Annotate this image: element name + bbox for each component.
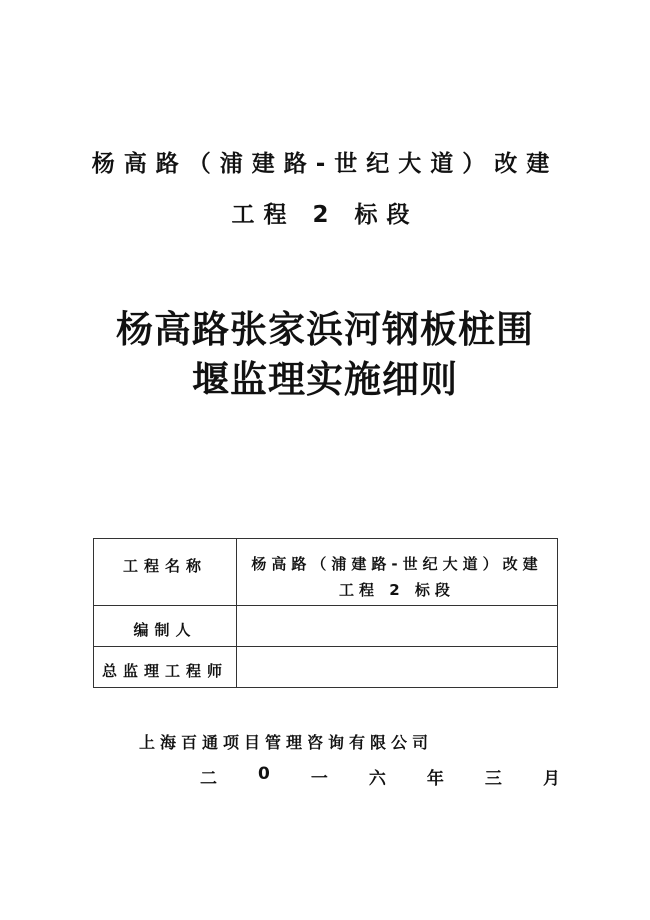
project-name-line-1: 杨高路（浦建路-世纪大道）改建: [91, 151, 559, 177]
date-char: 月: [542, 769, 560, 789]
project-name-value-line-1: 杨高路（浦建路-世纪大道）改建: [251, 555, 543, 573]
info-table: [93, 538, 558, 688]
chief-supervisor-label: 总监理工程师: [94, 647, 237, 688]
document-title-line-1: 杨高路张家浜河钢板桩围: [116, 308, 534, 351]
editor-value: [237, 606, 558, 647]
project-name-label: 工程名称: [94, 539, 237, 606]
project-name-value-line-2: 工程 2 标段: [339, 581, 455, 599]
document-date: [200, 764, 560, 789]
document-title-line-2: 堰监理实施细则: [192, 358, 458, 401]
date-char: 二: [200, 769, 217, 789]
date-char: 六: [368, 769, 386, 789]
table-row-project: [94, 539, 558, 606]
editor-label: 编制人: [94, 606, 237, 647]
project-name-value: [237, 539, 558, 606]
date-char: 0: [258, 764, 270, 784]
date-char: 年: [426, 769, 444, 789]
project-name-line-2: 工程 2 标段: [231, 202, 419, 228]
chief-supervisor-value: [237, 647, 558, 688]
table-row-supervisor: [94, 647, 558, 688]
date-char: 三: [484, 769, 502, 789]
date-char: 一: [310, 769, 328, 789]
company-name: 上海百通项目管理咨询有限公司: [139, 733, 434, 752]
table-row-editor: [94, 606, 558, 647]
